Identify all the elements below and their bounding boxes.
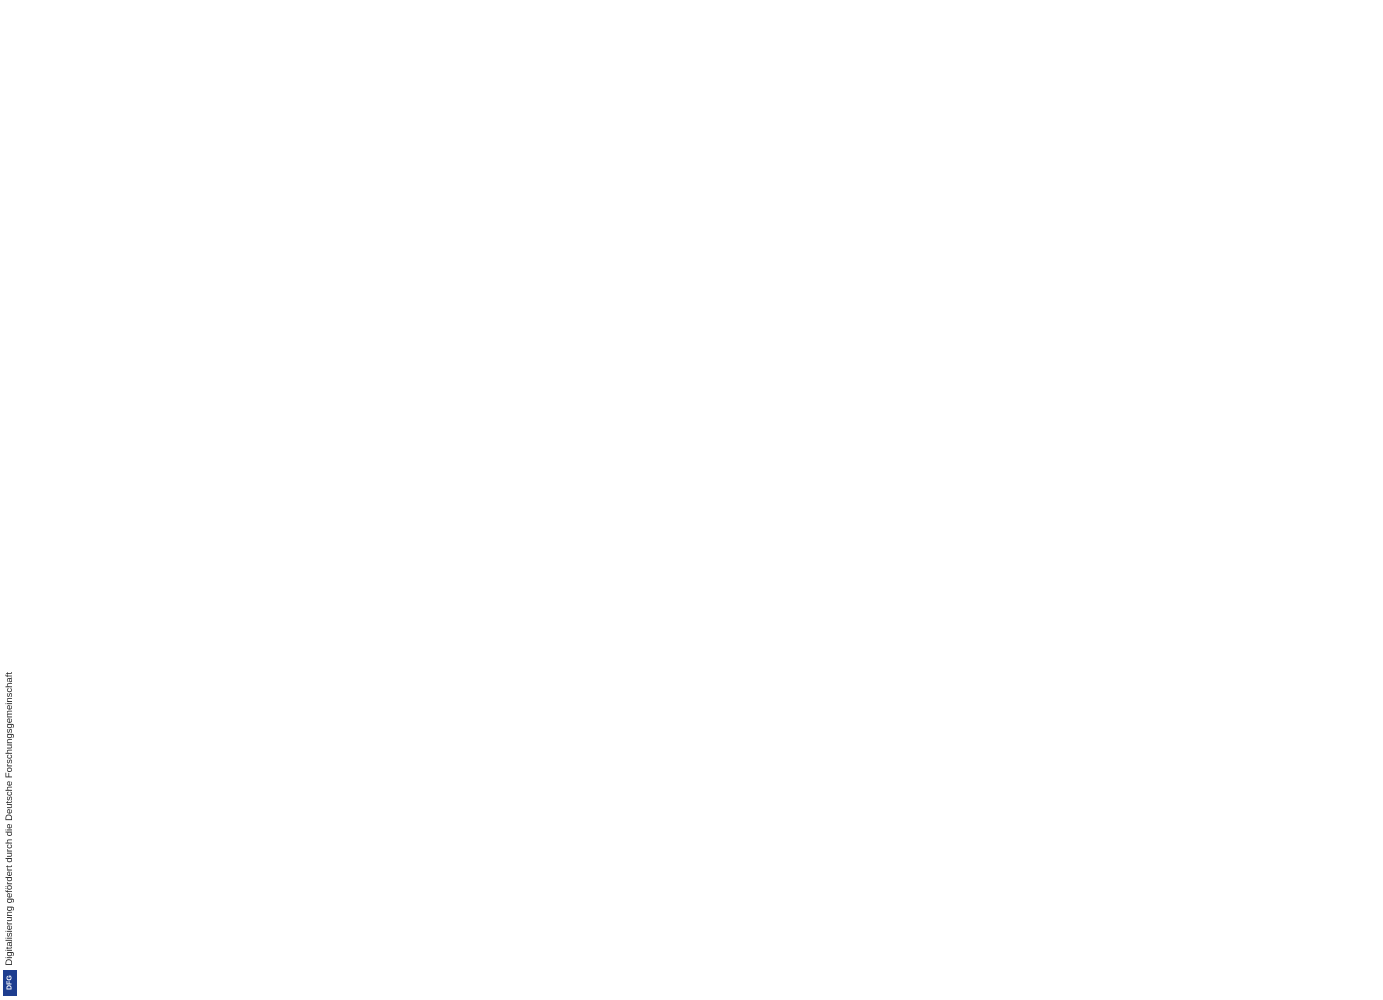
dfg-logo: DFG <box>3 970 17 996</box>
digitization-note: Digitalisierung gefördert durch die Deutsche Forschungsgemeinschaft <box>4 672 15 966</box>
digitization-strip <box>2 0 16 1000</box>
